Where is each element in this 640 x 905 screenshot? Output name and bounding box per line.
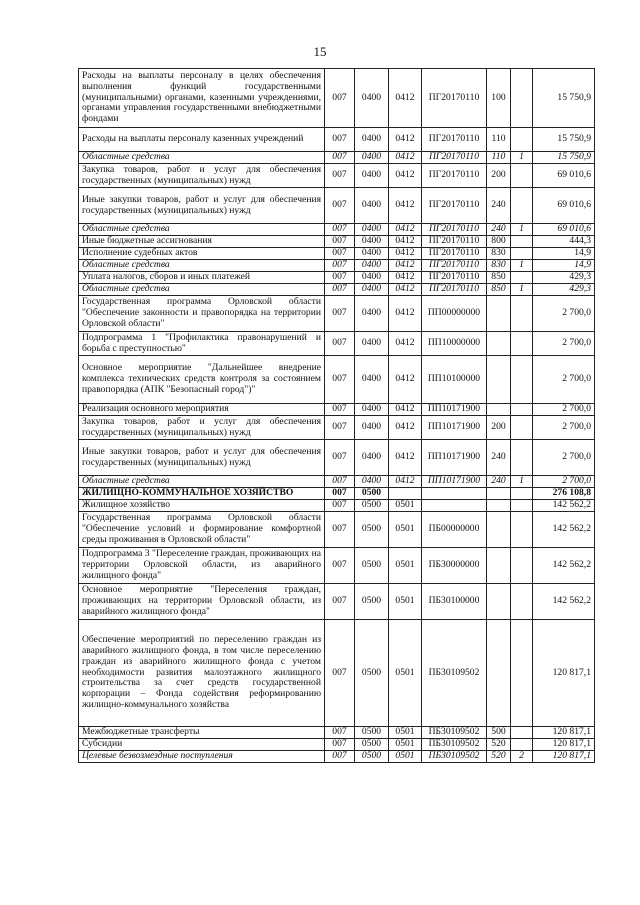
funding-source-cell: 2 <box>511 751 533 763</box>
table-row <box>79 476 595 488</box>
subsection-code-cell: 0501 <box>389 739 422 751</box>
amount-cell: 444,3 <box>533 236 595 248</box>
table-row <box>79 248 595 260</box>
expense-type-cell <box>487 584 511 620</box>
subsection-code-cell: 0412 <box>389 69 422 128</box>
funding-source-cell <box>511 128 533 152</box>
expense-type-cell <box>487 548 511 584</box>
section-code-cell: 0400 <box>355 236 389 248</box>
table-row <box>79 356 595 404</box>
amount-cell: 2 700,0 <box>533 332 595 356</box>
expense-type-cell: 110 <box>487 128 511 152</box>
target-article-cell: ПГ20170110 <box>422 248 487 260</box>
amount-cell: 142 562,2 <box>533 584 595 620</box>
amount-cell: 2 700,0 <box>533 296 595 332</box>
section-code-cell: 0400 <box>355 164 389 188</box>
target-article-cell: ПГ20170110 <box>422 236 487 248</box>
funding-source-cell <box>511 296 533 332</box>
target-article-cell: ПГ20170110 <box>422 224 487 236</box>
expense-name-cell: Основное мероприятие "Переселения граждан, проживающих на территории Орловской области, из аварийного жилищного фонда" <box>79 584 325 620</box>
target-article-cell: ПБ30100000 <box>422 584 487 620</box>
table-row <box>79 727 595 739</box>
funding-source-cell <box>511 488 533 500</box>
funding-source-cell <box>511 416 533 440</box>
funding-source-cell <box>511 620 533 727</box>
department-code-cell: 007 <box>325 476 355 488</box>
subsection-code-cell: 0412 <box>389 188 422 224</box>
expense-name-cell: Целевые безвозмездные поступления <box>79 751 325 763</box>
subsection-code-cell: 0412 <box>389 356 422 404</box>
expense-name-cell: Государственная программа Орловской области "Обеспечение условий и формирование комфортной среды проживания в Орловской области" <box>79 512 325 548</box>
department-code-cell: 007 <box>325 248 355 260</box>
expense-type-cell <box>487 296 511 332</box>
department-code-cell: 007 <box>325 500 355 512</box>
department-code-cell: 007 <box>325 404 355 416</box>
section-code-cell: 0400 <box>355 440 389 476</box>
table-row <box>79 272 595 284</box>
subsection-code-cell: 0501 <box>389 584 422 620</box>
table-row <box>79 739 595 751</box>
department-code-cell: 007 <box>325 236 355 248</box>
funding-source-cell: 1 <box>511 224 533 236</box>
amount-cell: 69 010,6 <box>533 164 595 188</box>
funding-source-cell <box>511 164 533 188</box>
expense-name-cell: Основное мероприятие "Дальнейшее внедрение комплекса технических средств контроля за состоянием правопорядка (АПК "Безопасный город")" <box>79 356 325 404</box>
table-row <box>79 548 595 584</box>
section-code-cell: 0400 <box>355 272 389 284</box>
subsection-code-cell <box>389 488 422 500</box>
section-code-cell: 0500 <box>355 548 389 584</box>
expense-type-cell <box>487 488 511 500</box>
subsection-code-cell: 0412 <box>389 236 422 248</box>
section-code-cell: 0400 <box>355 356 389 404</box>
department-code-cell: 007 <box>325 272 355 284</box>
expense-name-cell: Уплата налогов, сборов и иных платежей <box>79 272 325 284</box>
section-code-cell: 0500 <box>355 500 389 512</box>
target-article-cell <box>422 500 487 512</box>
table-row <box>79 236 595 248</box>
section-code-cell: 0500 <box>355 512 389 548</box>
section-code-cell: 0400 <box>355 284 389 296</box>
amount-cell: 2 700,0 <box>533 476 595 488</box>
target-article-cell: ПГ20170110 <box>422 188 487 224</box>
expense-type-cell <box>487 500 511 512</box>
budget-table <box>78 68 595 763</box>
funding-source-cell <box>511 188 533 224</box>
funding-source-cell: 1 <box>511 284 533 296</box>
funding-source-cell <box>511 332 533 356</box>
target-article-cell: ПГ20170110 <box>422 69 487 128</box>
expense-type-cell: 850 <box>487 284 511 296</box>
table-row <box>79 332 595 356</box>
table-row <box>79 500 595 512</box>
subsection-code-cell: 0412 <box>389 416 422 440</box>
expense-name-cell: Областные средства <box>79 152 325 164</box>
expense-type-cell <box>487 512 511 548</box>
target-article-cell: ПП10171900 <box>422 476 487 488</box>
amount-cell: 429,3 <box>533 284 595 296</box>
expense-name-cell: Субсидии <box>79 739 325 751</box>
table-row <box>79 260 595 272</box>
page-number: 15 <box>313 44 327 59</box>
target-article-cell: ПП10171900 <box>422 416 487 440</box>
section-code-cell: 0500 <box>355 620 389 727</box>
expense-type-cell <box>487 404 511 416</box>
department-code-cell: 007 <box>325 152 355 164</box>
target-article-cell: ПП10100000 <box>422 356 487 404</box>
department-code-cell: 007 <box>325 284 355 296</box>
target-article-cell: ПБ30109502 <box>422 620 487 727</box>
table-row <box>79 620 595 727</box>
department-code-cell: 007 <box>325 488 355 500</box>
department-code-cell: 007 <box>325 164 355 188</box>
amount-cell: 120 817,1 <box>533 727 595 739</box>
expense-type-cell: 830 <box>487 248 511 260</box>
expense-name-cell: Исполнение судебных актов <box>79 248 325 260</box>
department-code-cell: 007 <box>325 548 355 584</box>
expense-name-cell: Иные закупки товаров, работ и услуг для обеспечения государственных (муниципальных) нужд <box>79 188 325 224</box>
expense-name-cell: Областные средства <box>79 476 325 488</box>
target-article-cell: ПГ20170110 <box>422 272 487 284</box>
amount-cell: 14,9 <box>533 260 595 272</box>
subsection-code-cell: 0412 <box>389 440 422 476</box>
amount-cell: 15 750,9 <box>533 128 595 152</box>
funding-source-cell <box>511 236 533 248</box>
expense-type-cell: 500 <box>487 727 511 739</box>
expense-type-cell: 100 <box>487 69 511 128</box>
section-code-cell: 0500 <box>355 751 389 763</box>
target-article-cell: ПБ30109502 <box>422 739 487 751</box>
subsection-code-cell: 0412 <box>389 404 422 416</box>
subsection-code-cell: 0412 <box>389 272 422 284</box>
target-article-cell: ПБ30109502 <box>422 727 487 739</box>
funding-source-cell: 1 <box>511 152 533 164</box>
expense-type-cell: 520 <box>487 751 511 763</box>
subsection-code-cell: 0501 <box>389 548 422 584</box>
section-code-cell: 0500 <box>355 727 389 739</box>
amount-cell: 142 562,2 <box>533 548 595 584</box>
expense-type-cell: 240 <box>487 188 511 224</box>
department-code-cell: 007 <box>325 188 355 224</box>
subsection-code-cell: 0501 <box>389 751 422 763</box>
department-code-cell: 007 <box>325 416 355 440</box>
table-row <box>79 584 595 620</box>
expense-name-cell: Обеспечение мероприятий по переселению граждан из аварийного жилищного фонда, в том числе переселению граждан из аварийного жилищного фонда с учетом необходимости развития малоэтажного жилищного строительства за счет средств государственной корпорации – Фонда содействия реформированию жилищно-коммунального хозяйства <box>79 620 325 727</box>
subsection-code-cell: 0501 <box>389 620 422 727</box>
target-article-cell: ПБ30000000 <box>422 548 487 584</box>
department-code-cell: 007 <box>325 440 355 476</box>
funding-source-cell <box>511 584 533 620</box>
amount-cell: 69 010,6 <box>533 224 595 236</box>
expense-name-cell: Государственная программа Орловской области "Обеспечение законности и правопорядка на территории Орловской области" <box>79 296 325 332</box>
amount-cell: 120 817,1 <box>533 739 595 751</box>
subsection-code-cell: 0501 <box>389 500 422 512</box>
funding-source-cell <box>511 727 533 739</box>
expense-name-cell: Расходы на выплаты персоналу в целях обеспечения выполнения функций государственными (муниципальными) органами, казенными учреждениями, органами управления государственными внебюджетными фондами <box>79 69 325 128</box>
expense-name-cell: Межбюджетные трансферты <box>79 727 325 739</box>
target-article-cell: ПБ00000000 <box>422 512 487 548</box>
subsection-code-cell: 0501 <box>389 512 422 548</box>
section-code-cell: 0400 <box>355 188 389 224</box>
table-row <box>79 69 595 128</box>
table-row <box>79 284 595 296</box>
section-code-cell: 0400 <box>355 248 389 260</box>
target-article-cell: ПП10000000 <box>422 332 487 356</box>
amount-cell: 142 562,2 <box>533 512 595 548</box>
amount-cell: 142 562,2 <box>533 500 595 512</box>
section-code-cell: 0500 <box>355 739 389 751</box>
department-code-cell: 007 <box>325 296 355 332</box>
expense-type-cell: 240 <box>487 224 511 236</box>
amount-cell: 14,9 <box>533 248 595 260</box>
department-code-cell: 007 <box>325 751 355 763</box>
section-code-cell: 0400 <box>355 476 389 488</box>
budget-table-body <box>79 69 595 763</box>
funding-source-cell <box>511 356 533 404</box>
amount-cell: 2 700,0 <box>533 356 595 404</box>
expense-name-cell: Областные средства <box>79 260 325 272</box>
expense-type-cell: 520 <box>487 739 511 751</box>
section-code-cell: 0400 <box>355 332 389 356</box>
subsection-code-cell: 0412 <box>389 260 422 272</box>
subsection-code-cell: 0501 <box>389 727 422 739</box>
expense-type-cell: 110 <box>487 152 511 164</box>
expense-type-cell: 200 <box>487 164 511 188</box>
amount-cell: 15 750,9 <box>533 152 595 164</box>
amount-cell: 2 700,0 <box>533 440 595 476</box>
subsection-code-cell: 0412 <box>389 224 422 236</box>
department-code-cell: 007 <box>325 224 355 236</box>
subsection-code-cell: 0412 <box>389 164 422 188</box>
subsection-code-cell: 0412 <box>389 284 422 296</box>
section-code-cell: 0400 <box>355 260 389 272</box>
expense-name-cell: Закупка товаров, работ и услуг для обеспечения государственных (муниципальных) нужд <box>79 416 325 440</box>
subsection-code-cell: 0412 <box>389 152 422 164</box>
expense-name-cell: Подпрограмма 3 "Переселение граждан, проживающих на территории Орловской области, из аварийного жилищного фонда" <box>79 548 325 584</box>
section-code-cell: 0400 <box>355 224 389 236</box>
table-row <box>79 404 595 416</box>
section-code-cell: 0400 <box>355 416 389 440</box>
table-row <box>79 751 595 763</box>
target-article-cell: ПП10171900 <box>422 404 487 416</box>
section-code-cell: 0400 <box>355 128 389 152</box>
target-article-cell: ПП00000000 <box>422 296 487 332</box>
amount-cell: 276 108,8 <box>533 488 595 500</box>
subsection-code-cell: 0412 <box>389 476 422 488</box>
table-row <box>79 488 595 500</box>
expense-type-cell: 200 <box>487 416 511 440</box>
department-code-cell: 007 <box>325 128 355 152</box>
amount-cell: 120 817,1 <box>533 751 595 763</box>
target-article-cell: ПГ20170110 <box>422 284 487 296</box>
section-code-cell: 0400 <box>355 404 389 416</box>
funding-source-cell <box>511 69 533 128</box>
funding-source-cell <box>511 248 533 260</box>
expense-type-cell <box>487 620 511 727</box>
table-row <box>79 128 595 152</box>
expense-name-cell: Иные закупки товаров, работ и услуг для обеспечения государственных (муниципальных) нужд <box>79 440 325 476</box>
department-code-cell: 007 <box>325 69 355 128</box>
target-article-cell: ПП10171900 <box>422 440 487 476</box>
target-article-cell: ПГ20170110 <box>422 152 487 164</box>
funding-source-cell: 1 <box>511 476 533 488</box>
department-code-cell: 007 <box>325 512 355 548</box>
expense-type-cell: 240 <box>487 476 511 488</box>
table-row <box>79 224 595 236</box>
department-code-cell: 007 <box>325 260 355 272</box>
department-code-cell: 007 <box>325 332 355 356</box>
expense-type-cell <box>487 356 511 404</box>
target-article-cell: ПГ20170110 <box>422 164 487 188</box>
expense-name-cell: Областные средства <box>79 224 325 236</box>
table-row <box>79 188 595 224</box>
target-article-cell: ПГ20170110 <box>422 260 487 272</box>
expense-name-cell: Жилищное хозяйство <box>79 500 325 512</box>
funding-source-cell <box>511 512 533 548</box>
target-article-cell: ПБ30109502 <box>422 751 487 763</box>
table-row <box>79 164 595 188</box>
expense-name-cell: Подпрограмма 1 "Профилактика правонарушений и борьба с преступностью" <box>79 332 325 356</box>
funding-source-cell <box>511 404 533 416</box>
table-row <box>79 152 595 164</box>
table-row <box>79 440 595 476</box>
amount-cell: 120 817,1 <box>533 620 595 727</box>
expense-type-cell: 800 <box>487 236 511 248</box>
funding-source-cell: 1 <box>511 260 533 272</box>
expense-name-cell: Расходы на выплаты персоналу казенных учреждений <box>79 128 325 152</box>
subsection-code-cell: 0412 <box>389 128 422 152</box>
department-code-cell: 007 <box>325 739 355 751</box>
funding-source-cell <box>511 500 533 512</box>
section-code-cell: 0400 <box>355 69 389 128</box>
funding-source-cell <box>511 548 533 584</box>
amount-cell: 2 700,0 <box>533 416 595 440</box>
target-article-cell <box>422 488 487 500</box>
amount-cell: 2 700,0 <box>533 404 595 416</box>
expense-name-cell: Реализация основного мероприятия <box>79 404 325 416</box>
subsection-code-cell: 0412 <box>389 296 422 332</box>
section-code-cell: 0400 <box>355 296 389 332</box>
expense-type-cell: 830 <box>487 260 511 272</box>
expense-name-cell: Областные средства <box>79 284 325 296</box>
expense-type-cell: 850 <box>487 272 511 284</box>
target-article-cell: ПГ20170110 <box>422 128 487 152</box>
amount-cell: 69 010,6 <box>533 188 595 224</box>
section-code-cell: 0400 <box>355 152 389 164</box>
amount-cell: 429,3 <box>533 272 595 284</box>
funding-source-cell <box>511 739 533 751</box>
section-code-cell: 0500 <box>355 584 389 620</box>
expense-name-cell: Иные бюджетные ассигнования <box>79 236 325 248</box>
department-code-cell: 007 <box>325 356 355 404</box>
amount-cell: 15 750,9 <box>533 69 595 128</box>
department-code-cell: 007 <box>325 584 355 620</box>
table-row <box>79 296 595 332</box>
expense-name-cell: Закупка товаров, работ и услуг для обеспечения государственных (муниципальных) нужд <box>79 164 325 188</box>
section-code-cell: 0500 <box>355 488 389 500</box>
funding-source-cell <box>511 272 533 284</box>
expense-type-cell: 240 <box>487 440 511 476</box>
table-row <box>79 416 595 440</box>
funding-source-cell <box>511 440 533 476</box>
subsection-code-cell: 0412 <box>389 332 422 356</box>
expense-name-cell: ЖИЛИЩНО-КОММУНАЛЬНОЕ ХОЗЯЙСТВО <box>79 488 325 500</box>
department-code-cell: 007 <box>325 727 355 739</box>
expense-type-cell <box>487 332 511 356</box>
department-code-cell: 007 <box>325 620 355 727</box>
subsection-code-cell: 0412 <box>389 248 422 260</box>
table-row <box>79 512 595 548</box>
